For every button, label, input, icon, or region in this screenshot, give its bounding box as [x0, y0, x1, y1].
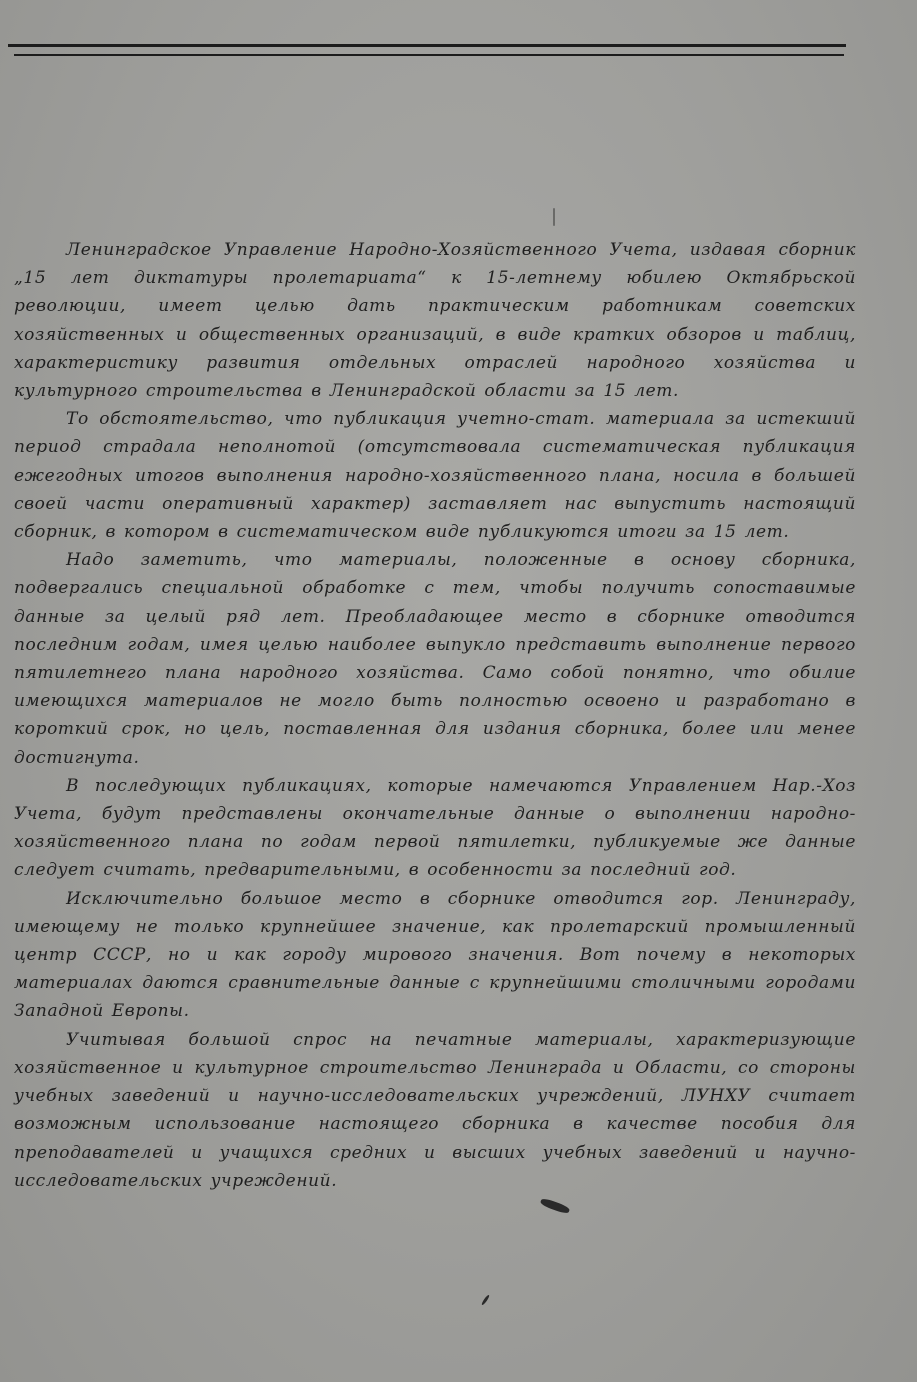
- header-rule-thick: [8, 44, 846, 47]
- paragraph-2: То обстоятельство, что публикация учетно-стат. материала за истекший период страдала неполнотой (отсутствовала систематическая публикация ежегодных итогов выполнения народно-хозяйственного плана, носила в большей своей части оперативный характер) заставляет нас выпустить настоящий сборник, в котором в систематическом виде публикуются итоги за 15 лет.: [14, 409, 856, 543]
- ink-dot: [553, 208, 555, 226]
- ink-mark: [481, 1294, 490, 1306]
- paragraph-3: Надо заметить, что материалы, положенные в основу сборника, подвергались специальной обработке с тем, чтобы получить сопоставимые данные за целый ряд лет. Преобладающее место в сборнике отводится последним годам, имея целью наиболее выпукло представить выполнение первого пятилетнего плана народного хозяйства. Само собой понятно, что обилие имеющихся материалов не могло быть полностью освоено и разработано в короткий срок, но цель, поставленная для издания сборника, более или менее достигнута.: [14, 550, 856, 768]
- paragraph-4: В последующих публикациях, которые намечаются Управлением Нар.-Хоз Учета, будут представлены окончательные данные о выполнении народно-хозяйственного плана по годам первой пятилетки, публикуемые же данные следует считать, предварительными, в особенности за последний год.: [14, 775, 856, 881]
- header-rule-thin: [14, 54, 844, 56]
- paragraph-5: Исключительно большое место в сборнике отводится гор. Ленинграду, имеющему не только крупнейшее значение, как пролетарский промышленный центр СССР, но и как городу мирового значения. Вот почему в некоторых материалах даются сравнительные данные с крупнейшими столичными городами Западной Европы.: [14, 888, 856, 1022]
- paragraph-6: Учитывая большой спрос на печатные материалы, характеризующие хозяйственное и культурное строительство Ленинграда и Области, со стороны учебных заведений и научно-исследовательских учреждений, ЛУНХУ считает возможным использование настоящего сборника в качестве пособия для преподавателей и учащихся средних и высших учебных заведений и научно-исследовательских учреждений.: [14, 1029, 856, 1191]
- paragraph-1: Ленинградское Управление Народно-Хозяйственного Учета, издавая сборник „15 лет диктатуры пролетариата“ к 15-летнему юбилею Октябрьской революции, имеет целью дать практическим работникам советских хозяйственных и общественных организаций, в виде кратких обзоров и таблиц, характеристику развития отдельных отраслей народного хозяйства и культурного строительства в Ленинградской области за 15 лет.: [14, 240, 856, 402]
- preface-text: [14, 236, 856, 1195]
- ink-blot: [540, 1197, 571, 1215]
